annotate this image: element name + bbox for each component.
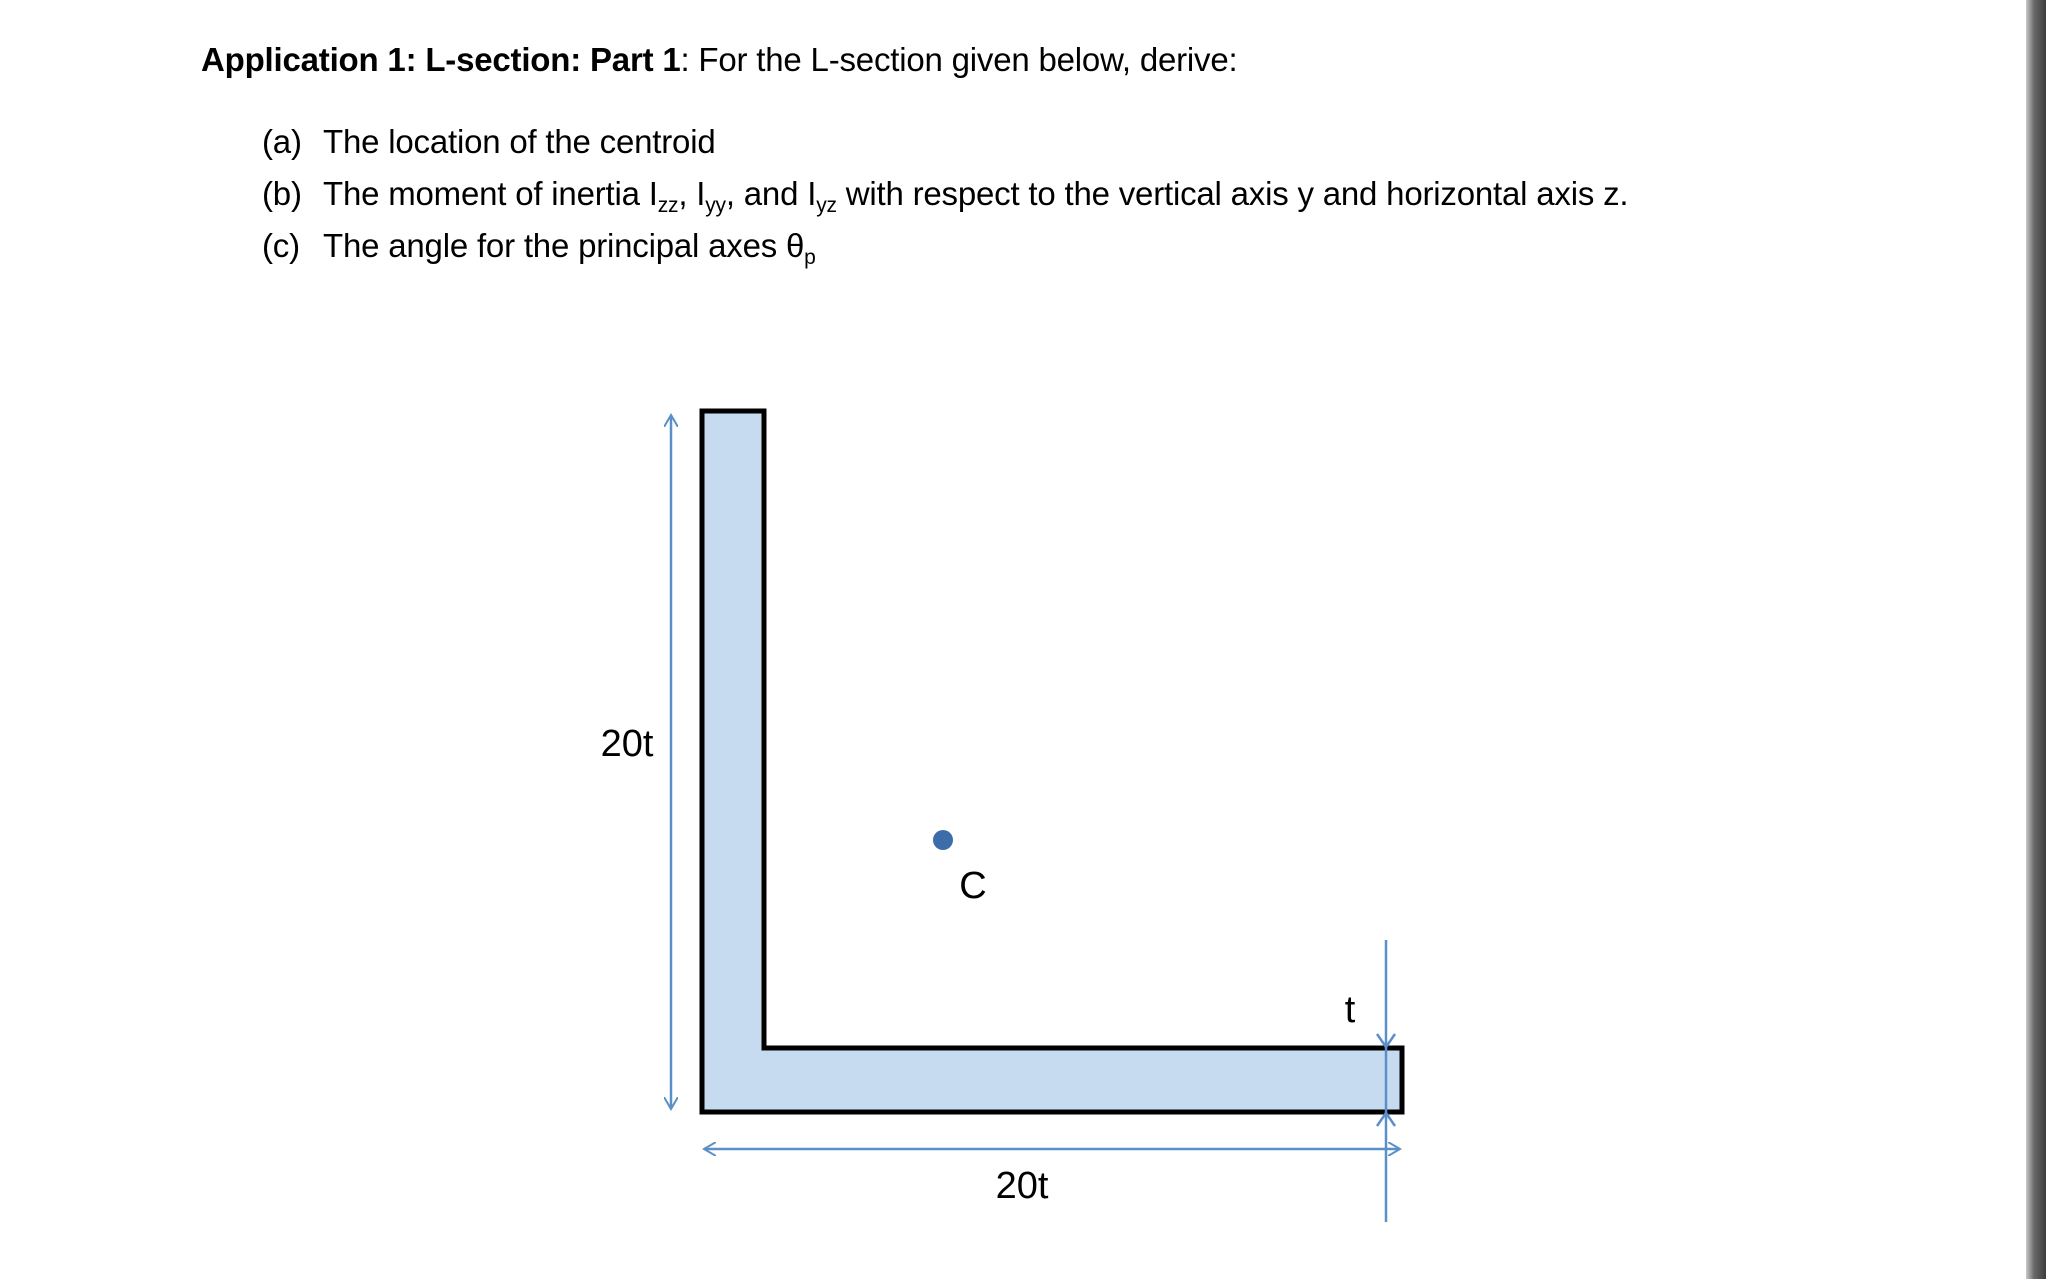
subscript: yy bbox=[705, 194, 726, 217]
list-marker: (c) bbox=[262, 227, 300, 264]
list-marker: (a) bbox=[262, 123, 302, 160]
list-item-text: The angle for the principal axes θ bbox=[323, 227, 805, 264]
centroid-label: C bbox=[959, 865, 987, 907]
window-edge-shadow bbox=[2026, 0, 2046, 1279]
list-item-text: The moment of inertia I bbox=[323, 175, 658, 212]
list-item-text: , and I bbox=[725, 175, 817, 212]
subscript: yz bbox=[816, 194, 837, 217]
list-marker: (b) bbox=[262, 175, 302, 212]
centroid-point bbox=[933, 830, 953, 850]
heading-rest: : For the L-section given below, derive: bbox=[680, 41, 1238, 78]
height-label: 20t bbox=[600, 723, 654, 765]
list-item-text: with respect to the vertical axis y and horizontal axis z. bbox=[836, 175, 1629, 212]
heading-bold: Application 1: L-section: Part 1 bbox=[201, 41, 681, 78]
subscript: p bbox=[804, 246, 816, 269]
subscript: zz bbox=[657, 194, 679, 217]
list-item-text: , I bbox=[678, 175, 706, 212]
l-section-shape bbox=[702, 411, 1402, 1112]
width-label: 20t bbox=[995, 1165, 1049, 1207]
thickness-label: t bbox=[1344, 989, 1356, 1031]
list-item-text: The location of the centroid bbox=[323, 123, 716, 160]
